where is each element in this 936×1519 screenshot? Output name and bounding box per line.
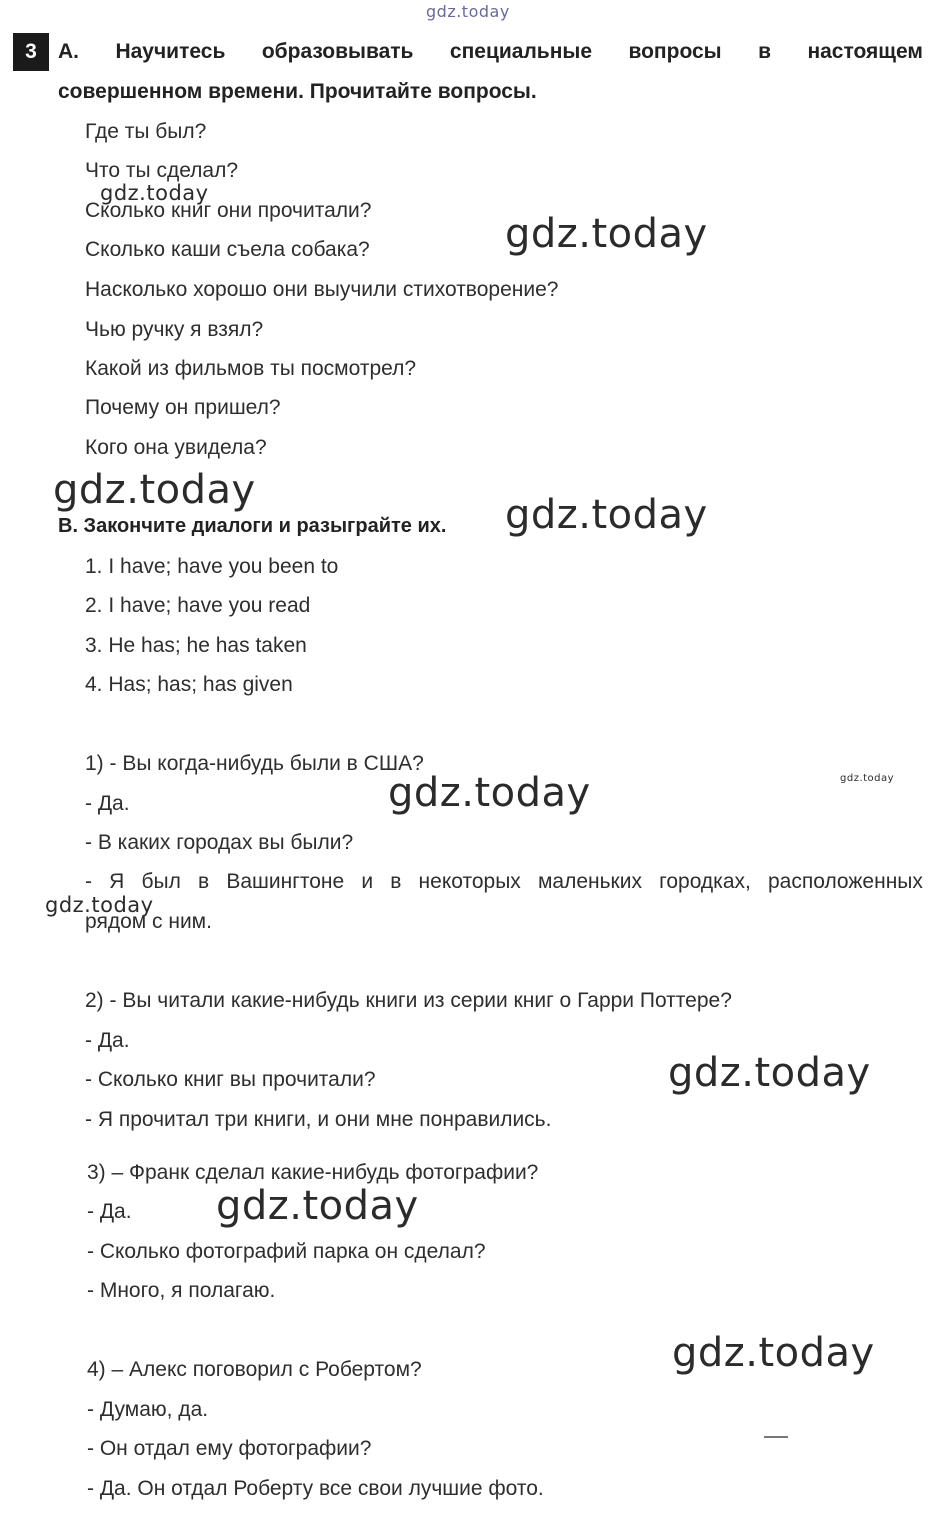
answer-line: 3. He has; he has taken [85,634,307,657]
question-line: Насколько хорошо они выучили стихотворение? [85,278,559,301]
question-line: Кого она увидела? [85,436,267,459]
dialogue-line: 2) - Вы читали какие-нибудь книги из серии книг о Гарри Поттере? [85,989,732,1012]
dialogue-justified-line [85,870,923,894]
dialogue-word: Вашингтоне [226,870,345,893]
question-line: Чью ручку я взял? [85,318,264,341]
watermark: gdz.today [388,770,591,816]
dialogue-line: 4) – Алекс поговорил с Робертом? [87,1358,422,1381]
question-line: Какой из фильмов ты посмотрел? [85,357,417,380]
dialogue-word: и [361,870,374,893]
dialogue-word: в [198,870,210,893]
dialogue-line: - Я прочитал три книги, и они мне понравились. [85,1108,552,1131]
dialogue-word: городках, [659,870,751,893]
heading-word: специальные [449,40,593,63]
dialogue-line: - Да. Он отдал Роберту все свои лучшие фото. [87,1477,544,1500]
dialogue-line: - Сколько фотографий парка он сделал? [87,1240,486,1263]
watermark: gdz.today [672,1330,875,1376]
question-line: Сколько каши съела собака? [85,238,370,261]
dialogue-line: рядом с ним. [85,910,212,933]
watermark: gdz.today [45,893,154,917]
dialogue-line: - Думаю, да. [87,1398,209,1421]
dialogue-line: 3) – Франк сделал какие-нибудь фотографии? [87,1161,539,1184]
dialogue-word: Я [109,870,125,893]
question-line: Где ты был? [85,120,207,143]
watermark-top: gdz.today [426,2,510,21]
dialogue-word: некоторых [418,870,521,893]
watermark: gdz.today [505,211,708,257]
part-b-heading: B. Закончите диалоги и разыграйте их. [58,515,447,537]
answer-line: 1. I have; have you been to [85,555,339,578]
dialogue-line: - Много, я полагаю. [87,1279,276,1302]
heading-word: в [758,40,771,63]
heading-word: образовывать [261,40,414,63]
dialogue-line: - Да. [85,792,130,815]
dialogue-line: - Сколько книг вы прочитали? [85,1068,376,1091]
dialogue-line: 1) - Вы когда-нибудь были в США? [85,752,424,775]
question-line: Что ты сделал? [85,159,239,182]
watermark: gdz.today [840,773,895,784]
answer-line: 2. I have; have you read [85,594,311,617]
question-line: Сколько книг они прочитали? [85,199,372,222]
watermark: gdz.today [668,1050,871,1096]
dialogue-word: расположенных [768,870,923,893]
watermark: gdz.today [100,181,209,205]
part-a-heading-line1 [58,40,923,64]
dialogue-word: маленьких [537,870,642,893]
question-line: Почему он пришел? [85,396,281,419]
dialogue-word: в [390,870,402,893]
stray-mark [764,1436,788,1438]
heading-word: A. [58,40,79,63]
dialogue-line: - В каких городах вы были? [85,831,354,854]
answer-line: 4. Has; has; has given [85,673,293,696]
dialogue-word: - [85,870,92,893]
watermark: gdz.today [505,492,708,538]
heading-word: Научитесь [115,40,226,63]
dialogue-word: был [141,870,181,893]
heading-word: вопросы [628,40,722,63]
heading-word: настоящем [807,40,923,63]
dialogue-line: - Да. [85,1029,130,1052]
dialogue-line: - Он отдал ему фотографии? [87,1437,372,1460]
watermark: gdz.today [216,1183,419,1229]
part-a-heading-line2: совершенном времени. Прочитайте вопросы. [58,80,537,103]
dialogue-line: - Да. [87,1200,132,1223]
exercise-number-badge: 3 [13,33,49,71]
watermark: gdz.today [53,467,256,513]
